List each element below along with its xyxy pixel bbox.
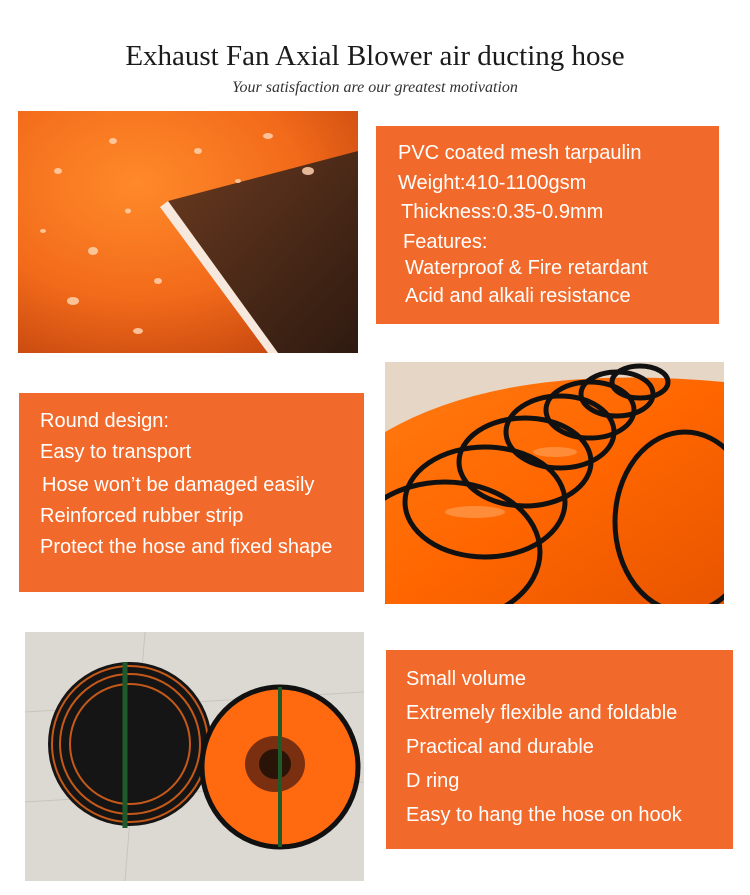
page-title: Exhaust Fan Axial Blower air ducting hose bbox=[125, 40, 625, 72]
feature-line: Round design: bbox=[40, 410, 169, 432]
storage-line: Easy to hang the hose on hook bbox=[406, 804, 682, 826]
storage-line: D ring bbox=[406, 770, 460, 792]
page-subtitle: Your satisfaction are our greatest motivation bbox=[232, 79, 518, 96]
storage-line: Extremely flexible and foldable bbox=[406, 702, 678, 724]
spec-line: Thickness:0.35-0.9mm bbox=[401, 201, 604, 223]
feature-line: Reinforced rubber strip bbox=[40, 505, 244, 527]
coiled-hose-photo bbox=[25, 632, 364, 881]
feature-line: Hose won’t be damaged easily bbox=[42, 474, 315, 496]
storage-features-panel bbox=[386, 650, 733, 849]
spec-line: Weight:410-1100gsm bbox=[398, 172, 587, 194]
tarpaulin-fabric-photo bbox=[18, 111, 358, 353]
spec-line: Acid and alkali resistance bbox=[405, 285, 631, 307]
spec-line: Waterproof & Fire retardant bbox=[405, 257, 648, 279]
material-specs-panel bbox=[376, 126, 719, 324]
hose-tunnel-photo bbox=[385, 362, 724, 604]
storage-line: Small volume bbox=[406, 668, 527, 690]
storage-line: Practical and durable bbox=[406, 736, 594, 758]
design-features-panel bbox=[19, 393, 364, 592]
spec-line: PVC coated mesh tarpaulin bbox=[398, 142, 642, 164]
feature-line: Easy to transport bbox=[40, 441, 192, 463]
spec-line: Features: bbox=[403, 231, 488, 253]
feature-line: Protect the hose and fixed shape bbox=[40, 536, 333, 558]
